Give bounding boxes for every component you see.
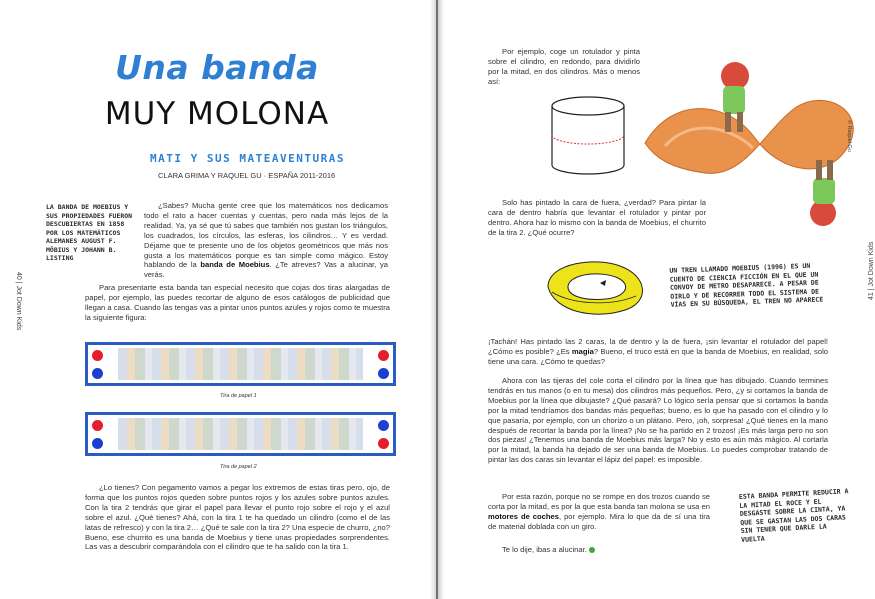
caption-strip-1: Tira de papel 1	[220, 393, 257, 399]
yellow-moebius-band	[540, 252, 655, 322]
paragraph-outside: Solo has pintado la cara de fuera, ¿verdad? Para pintar la cara de dentro habría que levantar el rotulador y pintar por dentro. Ahora haz lo mismo con la banda de Moebius, el churrito de la tira 2. ¿Qué ocurre?	[488, 198, 706, 237]
closing-text: Te lo dije, ibas a alucinar.	[502, 545, 587, 554]
paragraph-strips: Para presentarte esta banda tan especial necesito que cojas dos tiras alargadas de papel, por ejemplo, las puedes recortar de alguno de esos catálogos de publicidad que llegan a casa. Cuando las tengas vas a pintar unos puntos azules y rojos como te muestra la siguiente figura:	[85, 283, 390, 322]
paragraph-intro	[144, 201, 388, 280]
gutter-shadow-left	[430, 0, 436, 599]
series-heading: MATI Y SUS MATEAVENTURAS	[150, 152, 345, 165]
sidenote-moebius-history: LA BANDA DE MOEBIUS Y SUS PROPIEDADES FUERON DESCUBIERTAS EN 1858 POR LOS MATEMÁTICOS ALEMANES AUGUST F. MÖBIUS Y JOHANN B. LISTING	[46, 203, 133, 262]
paragraph-intro-bold: banda de Moebius	[200, 260, 270, 270]
paragraph-tachan	[488, 337, 828, 367]
paragraph-engines-text: Por esta razón, porque no se rompe en dos trozos cuando se corta por la mitad, es por la que esta banda tan molona se usa en	[488, 492, 710, 511]
strip-2-blue-dot-right	[378, 420, 389, 431]
illustration-credit: © Raquel Gu	[846, 120, 852, 152]
strip-1-red-dot-right	[378, 350, 389, 361]
paragraph-intro-end: . ¿Te atreves? Vas a alucinar, ya verás.	[144, 260, 388, 280]
paragraph-tachan-bold: magia	[571, 346, 594, 356]
strip-1-blue-dot-left	[92, 368, 103, 379]
paragraph-engines-end: , por ejemplo. Mira lo que da de sí una tira de material doblada con un giro.	[488, 511, 710, 531]
sidenote-train-story: UN TREN LLAMADO MOEBIUS (1996) ES UN CUENTO DE CIENCIA FICCIÓN EN EL QUE UN CONVOY DE METRO DESAPARECE. A PESAR DE OIRLO Y DE RECORRER TODO EL SISTEMA DE VÍAS EN SU BÚSQUEDA, EL TREN NO APARECE	[669, 261, 824, 309]
paragraph-closing	[502, 545, 702, 555]
end-mark-icon	[589, 547, 595, 553]
strip-2-catalog-images	[118, 418, 363, 450]
paragraph-engines-bold: motores de coches	[488, 511, 559, 521]
strip-1-blue-dot-right	[378, 368, 389, 379]
strip-2-red-dot-left	[92, 420, 103, 431]
strip-2-red-dot-right	[378, 438, 389, 449]
strip-2-blue-dot-left	[92, 438, 103, 449]
paper-strip-2	[85, 412, 396, 456]
paragraph-glue: ¿Lo tienes? Con pegamento vamos a pegar los extremos de estas tiras pero, ojo, de forma que los puntos rojos queden sobre puntos rojos y los azules sobre puntos azules. Con la tira 2 tendrás que girar el papel para llevar el punto rojo sobre el rojo y el azul sobre el azul. ¿Qué tienes? Ahá, con la tira 1 te ha quedado un cilindro (como el de las latas de refresco) y con la tira 2… ¿Qué te sale con la tira 2? Una especie de churro, ¿no? Bueno, ese churrito es una banda de Moebius y tiene unas propiedades sorprendentes. Las vas a descubrir comparándola con el cilindro que te ha salido con la tira 1.	[85, 483, 390, 552]
sidenote-engine-band: ESTA BANDA PERMITE REDUCIR A LA MITAD EL ROCE Y EL DESGASTE SOBRE LA CINTA, YA QUE SE GASTAN LAS DOS CARAS SIN TENER QUE DARLE LA VUELTA	[738, 487, 849, 544]
paragraph-tachan-end: ? Bueno, el truco está en que la banda de Moebius, en realidad, solo tiene una cara. ¿Cómo te quedas?	[488, 346, 828, 366]
article-title-main: MUY MOLONA	[104, 96, 330, 132]
paragraph-intro-text: ¿Sabes? Mucha gente cree que los matemáticos nos dedicamos todo el rato a hacer cuentas y cuentas, pero nada más lejos de la realidad. Ya, ya sé que tú sabes que también nos gustan los triángulos, los cuadrados, los círculos, las esferas, los cilindros… Y es verdad. Déjame que te presente uno de los objetos geométricos que más nos gusta a los matemáticos porque es tan simple como mágico. Estoy hablando de la	[144, 201, 388, 270]
credits-line: CLARA GRIMA Y RAQUEL GU · ESPAÑA 2011-2016	[158, 171, 336, 180]
article-title-italic: Una banda	[115, 48, 319, 87]
strip-1-red-dot-left	[92, 350, 103, 361]
paragraph-tachan-text: ¡Tachán! Has pintado las 2 caras, la de dentro y la de fuera, ¡sin levantar el rotulador del papel! ¿Cómo es posible? ¿Es	[488, 337, 828, 356]
girl-character-top	[721, 62, 749, 90]
caption-strip-2: Tira de papel 2	[220, 464, 257, 470]
right-page	[440, 0, 875, 599]
paragraph-marker: Por ejemplo, coge un rotulador y pinta sobre el cilindro, en redondo, para dividirlo por la mitad, en dos cilindros. Más o menos así:	[488, 47, 640, 86]
left-page	[0, 0, 434, 599]
page-folio-left: 40 | Jot Down Kids	[15, 272, 22, 331]
paragraph-engines	[488, 492, 710, 532]
gutter-shadow-right	[438, 0, 444, 599]
page-folio-right: 41 | Jot Down Kids	[868, 241, 875, 300]
paragraph-scissors: Ahora con las tijeras del cole corta el cilindro por la línea que has dibujado. Cuando termines tendrás en tus manos (o en tu mesa) dos cilindros más pequeños. Pero, ¿y si cortamos la banda de Moebius por la línea que dibujaste? ¿Qué pasará? Lo lógico sería pensar que si cortamos la banda por la mitad tendríamos dos bandas más pequeñas; bueno, es lo que ha pasado con el cilindro y lo que pasaría, por ejemplo, con un chorizo o un plátano. Pero, ¡oh, sorpresa! ¿Qué tienes en la mano después de recortar la banda por la línea? ¡No se ha partido en 2 trozos! ¡Es más larga pero no son dos piezas! ¿Tenemos una banda de Moebius más larga? No y esto es aún más mágico. Al cortarla por la mitad, la banda ha dejado de ser una banda de Moebius. Lo puedes comprobar tratando de pintar las dos caras sin levantar el lápiz del papel: es imposible.	[488, 376, 828, 465]
strip-1-catalog-images	[118, 348, 363, 380]
paper-strip-1	[85, 342, 396, 386]
cylinder-illustration	[548, 93, 632, 183]
